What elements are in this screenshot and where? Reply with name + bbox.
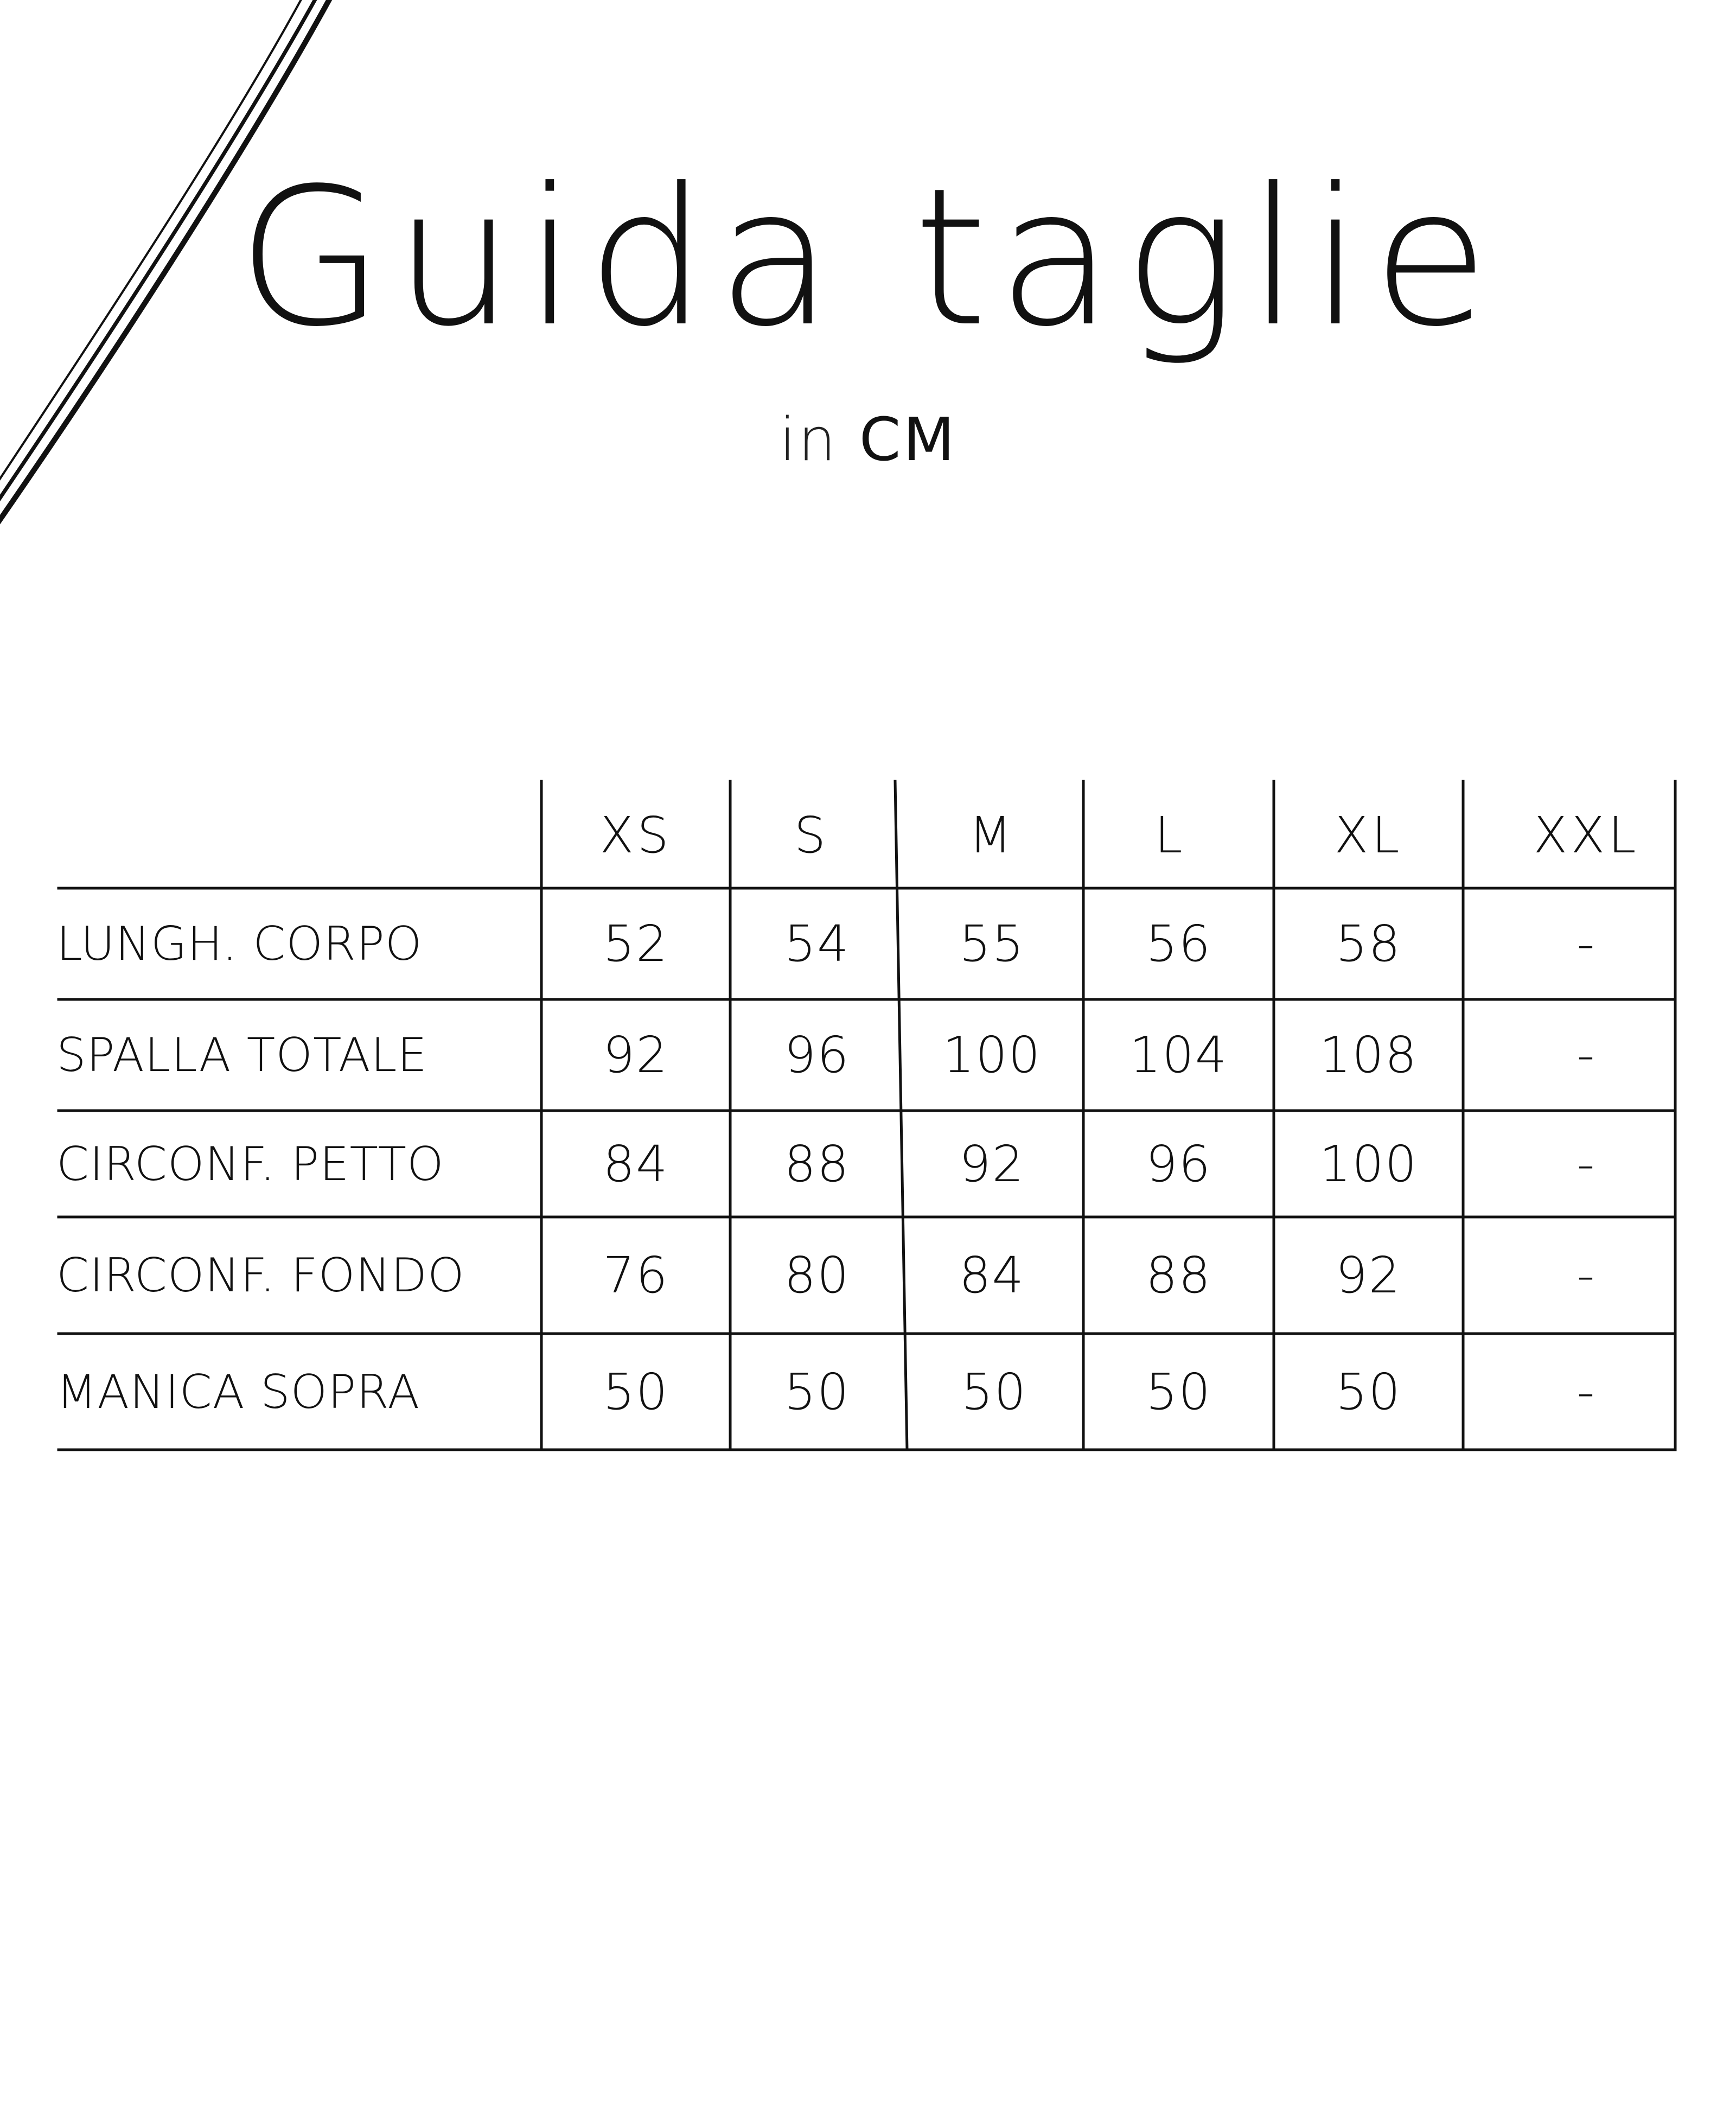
table-cell: 55	[959, 915, 1025, 973]
table-cell: -	[1577, 915, 1596, 973]
table-cell: 92	[1335, 1246, 1402, 1304]
table-cell: -	[1577, 1135, 1596, 1193]
table-cell: 50	[1335, 1363, 1402, 1421]
row-label: SPALLA TOTALE	[56, 1028, 427, 1082]
column-header-xxl: XXL	[1533, 806, 1639, 864]
table-cell: 50	[961, 1363, 1027, 1421]
table-cell: 54	[784, 915, 850, 973]
column-header-s: S	[794, 806, 829, 864]
table-cell: -	[1577, 1026, 1596, 1084]
page-title: Guida taglie	[237, 147, 1499, 368]
row-label: CIRCONF. FONDO	[56, 1248, 465, 1303]
table-cell: 76	[603, 1246, 669, 1304]
row-label: LUNGH. CORPO	[56, 917, 423, 971]
table-cell: 88	[784, 1135, 850, 1193]
table-cell: 50	[603, 1363, 669, 1421]
row-label: MANICA SOPRA	[56, 1365, 420, 1419]
column-header-xl: XL	[1334, 806, 1403, 864]
table-cell: 104	[1129, 1026, 1228, 1084]
table-cell: 50	[1145, 1363, 1212, 1421]
table-cell: 96	[1145, 1135, 1212, 1193]
unit-label: CM	[859, 405, 957, 474]
table-cell: 108	[1319, 1026, 1418, 1084]
table-cell: -	[1577, 1246, 1596, 1304]
table-cell: 56	[1145, 915, 1212, 973]
column-header-xs: XS	[599, 806, 672, 864]
table-cell: 100	[942, 1026, 1042, 1084]
table-cell: 58	[1335, 915, 1402, 973]
table-cell: 84	[959, 1246, 1025, 1304]
table-cell: 50	[784, 1363, 850, 1421]
table-cell: 52	[603, 915, 669, 973]
table-cell: 92	[603, 1026, 669, 1084]
column-header-l: L	[1154, 806, 1186, 864]
table-cell: 88	[1145, 1246, 1212, 1304]
table-cell: 80	[784, 1246, 850, 1304]
column-header-m: M	[968, 806, 1016, 864]
table-cell: 96	[784, 1026, 850, 1084]
table-cell: 92	[959, 1135, 1025, 1193]
table-cell: 100	[1319, 1135, 1418, 1193]
unit-prefix: in	[779, 405, 838, 474]
row-label: CIRCONF. PETTO	[56, 1137, 444, 1191]
table-cell: 84	[603, 1135, 669, 1193]
table-cell: -	[1577, 1363, 1596, 1421]
